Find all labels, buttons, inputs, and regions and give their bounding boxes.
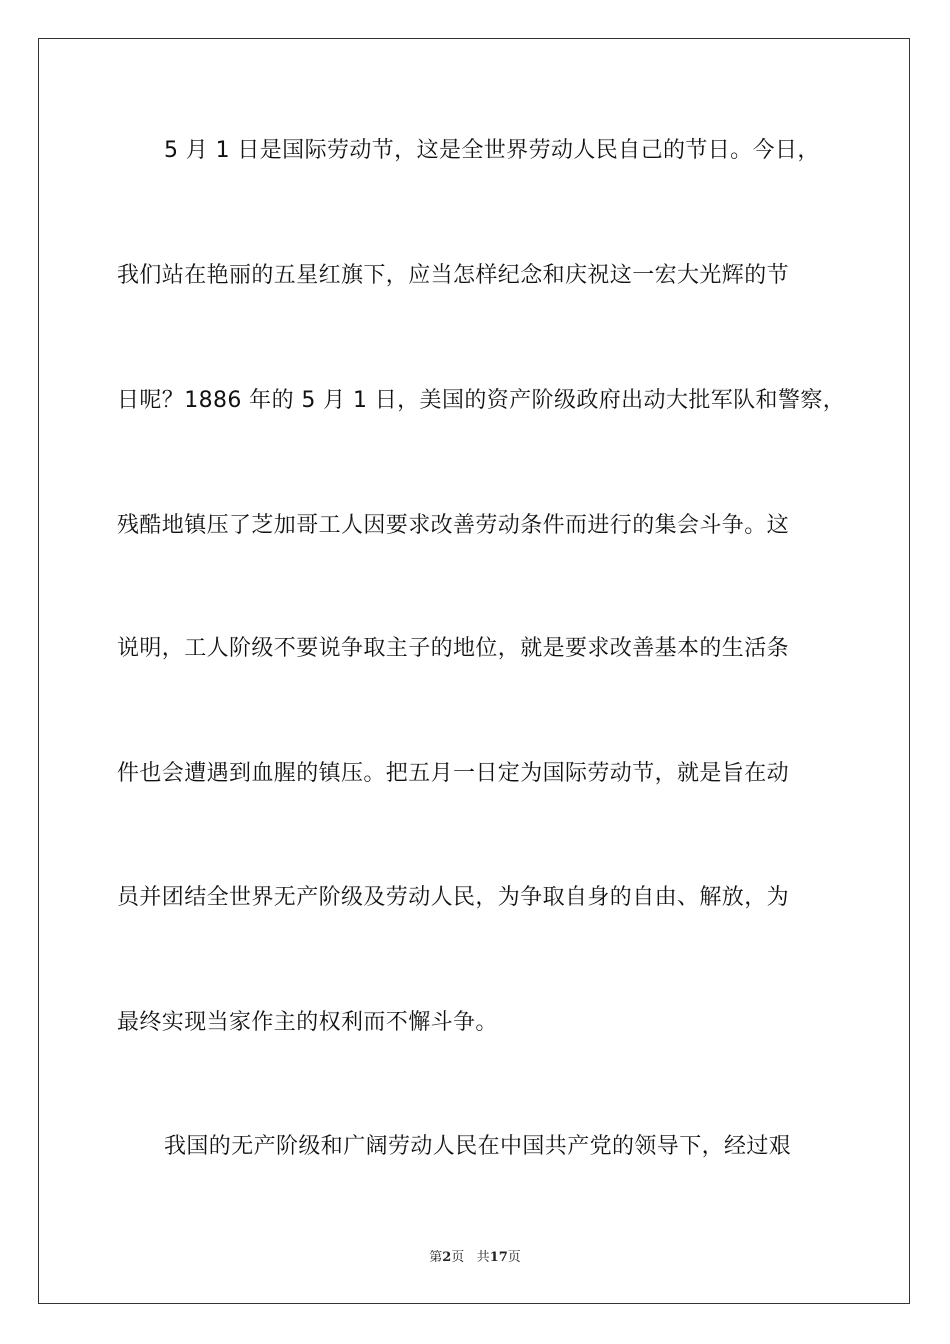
paragraph-1-line-6: 件也会遭遇到血腥的镇压。把五月一日定为国际劳动节，就是旨在动 bbox=[117, 761, 790, 786]
footer-total-prefix: 共 bbox=[476, 1250, 490, 1265]
paragraph-1-line-2: 我们站在艳丽的五星红旗下，应当怎样纪念和庆祝这一宏大光辉的节 bbox=[117, 263, 790, 288]
paragraph-1-line-4: 残酷地镇压了芝加哥工人因要求改善劳动条件而进行的集会斗争。这 bbox=[117, 513, 790, 538]
footer-total-suffix: 页 bbox=[507, 1250, 521, 1265]
paragraph-1-line-7: 员并团结全世界无产阶级及劳动人民，为争取自身的自由、解放，为 bbox=[117, 885, 790, 910]
paragraph-1-line-8: 最终实现当家作主的权利而不懈斗争。 bbox=[117, 1010, 498, 1035]
footer-page-suffix: 页 bbox=[451, 1250, 465, 1265]
footer-page-number: 2 bbox=[442, 1250, 452, 1265]
paragraph-1-line-1: 5 月 1 日是国际劳动节，这是全世界劳动人民自己的节日。今日， bbox=[164, 138, 820, 163]
page-footer bbox=[0, 1246, 950, 1265]
paragraph-1-line-5: 说明，工人阶级不要说争取主子的地位，就是要求改善基本的生活条 bbox=[117, 636, 790, 661]
footer-page-prefix: 第 bbox=[429, 1250, 443, 1265]
page-border bbox=[38, 38, 910, 1304]
paragraph-2-line-1: 我国的无产阶级和广阔劳动人民在中国共产党的领导下，经过艰 bbox=[164, 1134, 792, 1159]
paragraph-1-line-3: 日呢？1886 年的 5 月 1 日，美国的资产阶级政府出动大批军队和警察， bbox=[117, 388, 846, 413]
footer-total-pages: 17 bbox=[489, 1250, 508, 1265]
